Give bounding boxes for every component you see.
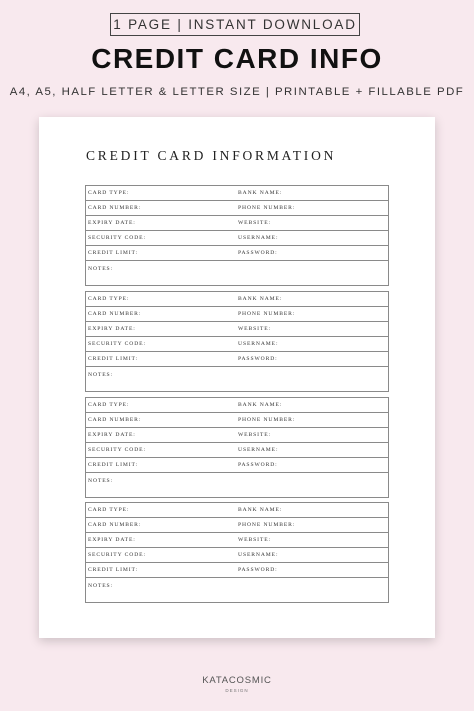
form-row [86,503,388,518]
form-row [86,201,388,216]
notes-row [86,367,388,391]
form-row [86,428,388,443]
field-label: PHONE NUMBER: [238,311,296,317]
sheet-title: CREDIT CARD INFORMATION [86,148,337,163]
field-label: USERNAME: [238,447,279,453]
field-label: USERNAME: [238,552,279,558]
field-label: CARD TYPE: [88,190,130,196]
notes-row [86,578,388,602]
field-label: BANK NAME: [238,402,283,408]
field-label: CARD NUMBER: [88,205,142,211]
field-label: PASSWORD: [238,250,278,256]
form-row [86,458,388,473]
field-label: SECURITY CODE: [88,552,146,558]
card-block [85,397,389,498]
brand-logo-subtext: DESIGN [225,688,249,693]
field-label: SECURITY CODE: [88,447,146,453]
form-row [86,443,388,458]
field-label: SECURITY CODE: [88,341,146,347]
field-label: PHONE NUMBER: [238,205,296,211]
field-label: BANK NAME: [238,190,283,196]
form-row [86,231,388,246]
field-label: WEBSITE: [238,220,271,226]
field-label: EXPIRY DATE: [88,326,136,332]
field-label: PHONE NUMBER: [238,417,296,423]
download-badge: 1 PAGE | INSTANT DOWNLOAD [110,13,360,36]
form-row [86,352,388,367]
form-row [86,413,388,428]
notes-label: NOTES: [88,478,113,484]
card-block [85,185,389,286]
field-label: CARD TYPE: [88,296,130,302]
field-label: CREDIT LIMIT: [88,356,139,362]
field-label: PASSWORD: [238,356,278,362]
field-label: CREDIT LIMIT: [88,462,139,468]
product-title: CREDIT CARD INFO [91,43,383,74]
field-label: CARD TYPE: [88,402,130,408]
notes-label: NOTES: [88,372,113,378]
field-label: CREDIT LIMIT: [88,250,139,256]
field-label: WEBSITE: [238,326,271,332]
field-label: CARD NUMBER: [88,417,142,423]
form-row [86,186,388,201]
notes-row [86,261,388,285]
field-label: PHONE NUMBER: [238,522,296,528]
field-label: CARD TYPE: [88,507,130,513]
printable-sheet [39,117,435,638]
field-label: USERNAME: [238,341,279,347]
field-label: PASSWORD: [238,462,278,468]
form-row [86,533,388,548]
product-subtitle: A4, A5, HALF LETTER & LETTER SIZE | PRINTABLE + FILLABLE PDF [9,86,465,98]
brand-logo: KATACOSMIC [202,675,272,686]
form-row [86,398,388,413]
field-label: USERNAME: [238,235,279,241]
field-label: PASSWORD: [238,567,278,573]
field-label: CARD NUMBER: [88,522,142,528]
field-label: CREDIT LIMIT: [88,567,139,573]
form-row [86,216,388,231]
notes-label: NOTES: [88,583,113,589]
form-row [86,563,388,578]
form-row [86,292,388,307]
field-label: WEBSITE: [238,537,271,543]
field-label: WEBSITE: [238,432,271,438]
form-row [86,322,388,337]
form-row [86,518,388,533]
form-row [86,337,388,352]
field-label: BANK NAME: [238,296,283,302]
form-row [86,246,388,261]
notes-label: NOTES: [88,266,113,272]
form-row [86,548,388,563]
field-label: BANK NAME: [238,507,283,513]
field-label: EXPIRY DATE: [88,220,136,226]
field-label: EXPIRY DATE: [88,432,136,438]
field-label: CARD NUMBER: [88,311,142,317]
card-block [85,502,389,603]
field-label: EXPIRY DATE: [88,537,136,543]
card-block [85,291,389,392]
notes-row [86,473,388,497]
field-label: SECURITY CODE: [88,235,146,241]
form-row [86,307,388,322]
